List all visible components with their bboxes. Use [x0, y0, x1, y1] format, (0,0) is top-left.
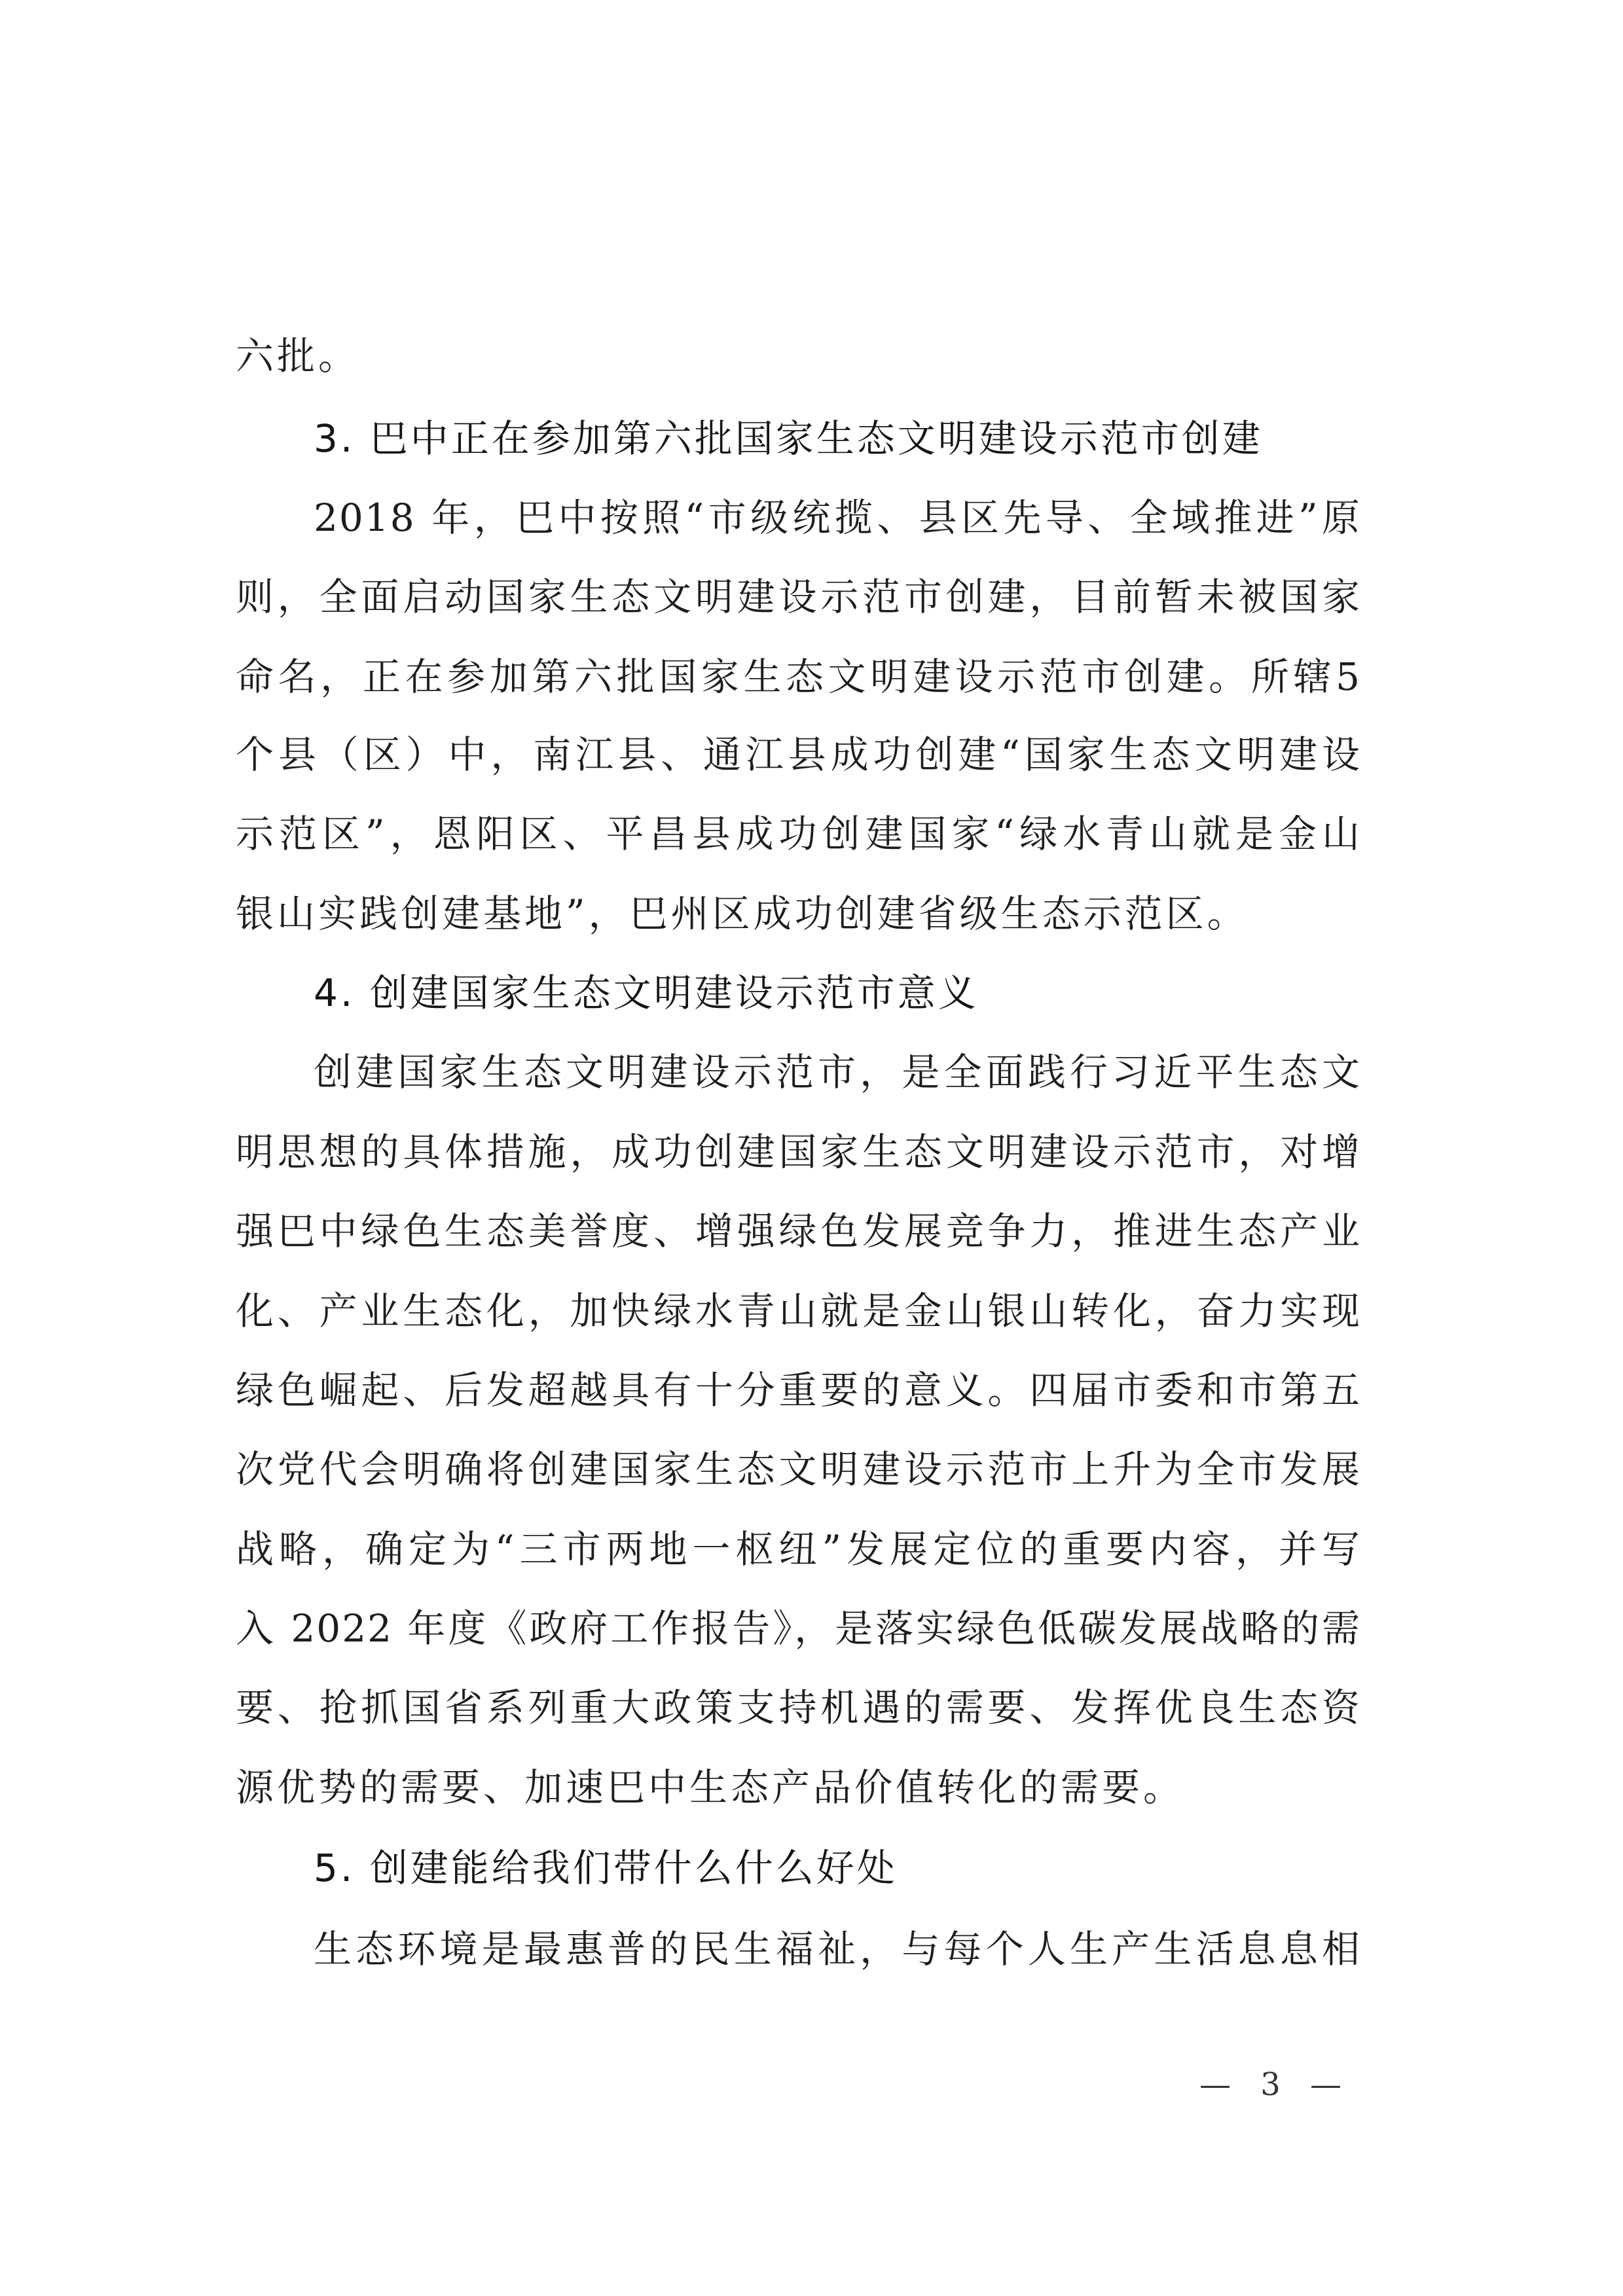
body-line: 创建国家生态文明建设示范市，是全面践行习近平生态文: [314, 1050, 1361, 1094]
body-line: 则，全面启动国家生态文明建设示范市创建，目前暂未被国家: [236, 575, 1361, 619]
body-line: 化、产业生态化，加快绿水青山就是金山银山转化，奋力实现: [236, 1289, 1361, 1333]
continuation-line: 六批。: [236, 334, 360, 378]
body-line: 示范区”，恩阳区、平昌县成功创建国家“绿水青山就是金山: [236, 812, 1361, 856]
page-number: — 3 —: [1199, 2066, 1342, 2103]
body-line: 个县（区）中，南江县、通江县成功创建“国家生态文明建设: [236, 732, 1361, 777]
body-line: 次党代会明确将创建国家生态文明建设示范市上升为全市发展: [236, 1447, 1361, 1492]
body-line: 入 2022 年度《政府工作报告》，是落实绿色低碳发展战略的需: [236, 1606, 1361, 1651]
section-heading-3: 3. 巴中正在参加第六批国家生态文明建设示范市创建: [314, 416, 1263, 461]
body-line: 绿色崛起、后发超越具有十分重要的意义。四届市委和市第五: [236, 1368, 1361, 1412]
body-line: 命名，正在参加第六批国家生态文明建设示范市创建。所辖5: [236, 655, 1361, 699]
body-line: 2018 年，巴中按照“市级统揽、县区先导、全域推进”原: [314, 495, 1361, 540]
section-heading-5: 5. 创建能给我们带什么什么好处: [314, 1846, 898, 1890]
body-line: 源优势的需要、加速巴中生态产品价值转化的需要。: [236, 1765, 1185, 1810]
body-line: 战略，确定为“三市两地一枢纽”发展定位的重要内容，并写: [236, 1527, 1361, 1571]
body-line: 强巴中绿色生态美誉度、增强绿色发展竞争力，推进生态产业: [236, 1209, 1361, 1253]
body-line: 明思想的具体措施，成功创建国家生态文明建设示范市，对增: [236, 1130, 1361, 1174]
body-line: 银山实践创建基地”，巴州区成功创建省级生态示范区。: [236, 891, 1249, 936]
section-heading-4: 4. 创建国家生态文明建设示范市意义: [314, 971, 979, 1015]
body-line: 生态环境是最惠普的民生福祉，与每个人生产生活息息相: [314, 1927, 1361, 1971]
body-line: 要、抢抓国省系列重大政策支持机遇的需要、发挥优良生态资: [236, 1685, 1361, 1730]
